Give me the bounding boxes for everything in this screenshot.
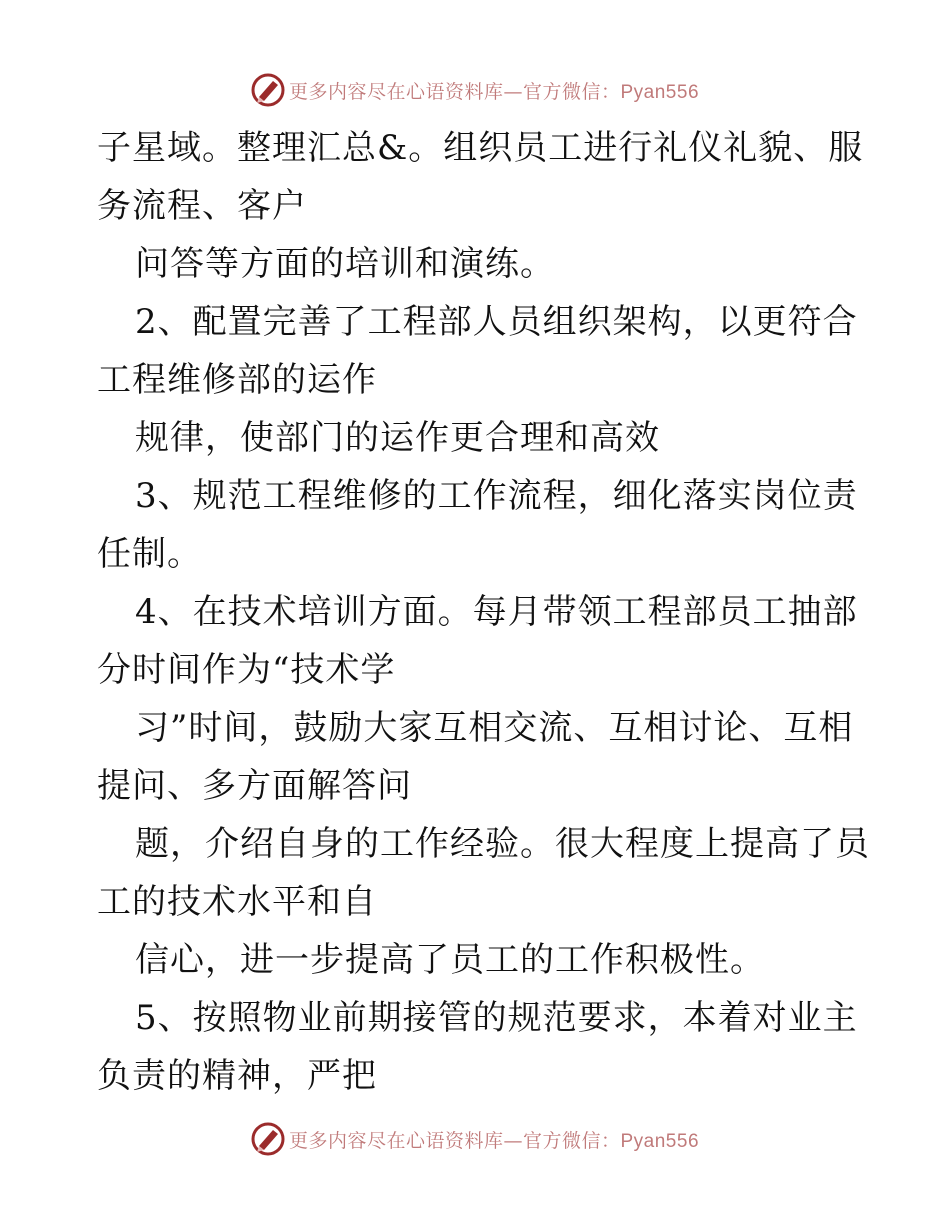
- text-line: 分时间作为“技术学: [97, 650, 396, 690]
- text-line: 3、规范工程维修的工作流程，细化落实岗位责: [135, 476, 858, 516]
- text-line: 2、配置完善了工程部人员组织架构，以更符合: [135, 302, 858, 342]
- text-line: 负责的精神，严把: [97, 1056, 377, 1096]
- pen-logo-icon: [251, 1122, 285, 1156]
- text-line: 5、按照物业前期接管的规范要求，本着对业主: [135, 998, 858, 1038]
- watermark-text: 更多内容尽在心语资料库—官方微信：Pyan556: [288, 1129, 700, 1152]
- text-line: 规律，使部门的运作更合理和高效: [135, 418, 660, 458]
- text-line: 问答等方面的培训和演练。: [135, 244, 555, 284]
- text-line: 工程维修部的运作: [97, 360, 377, 400]
- text-line: 信心，进一步提高了员工的工作积极性。: [135, 940, 765, 980]
- text-line: 工的技术水平和自: [97, 882, 377, 922]
- watermark-text: 更多内容尽在心语资料库—官方微信：Pyan556: [288, 80, 700, 103]
- wechat-id: Pyan556: [620, 81, 700, 103]
- wechat-id: Pyan556: [620, 1130, 700, 1152]
- text-line: 习”时间，鼓励大家互相交流、互相讨论、互相: [135, 708, 854, 748]
- footer-watermark: [0, 1119, 950, 1159]
- text-line: 子星域。整理汇总&。组织员工进行礼仪礼貌、服: [97, 128, 864, 168]
- text-line: 提问、多方面解答问: [97, 766, 412, 806]
- text-line: 务流程、客户: [97, 186, 307, 226]
- text-line: 4、在技术培训方面。每月带领工程部员工抽部: [135, 592, 858, 632]
- text-line: 题，介绍自身的工作经验。很大程度上提高了员: [135, 824, 870, 864]
- text-line: 任制。: [97, 534, 202, 574]
